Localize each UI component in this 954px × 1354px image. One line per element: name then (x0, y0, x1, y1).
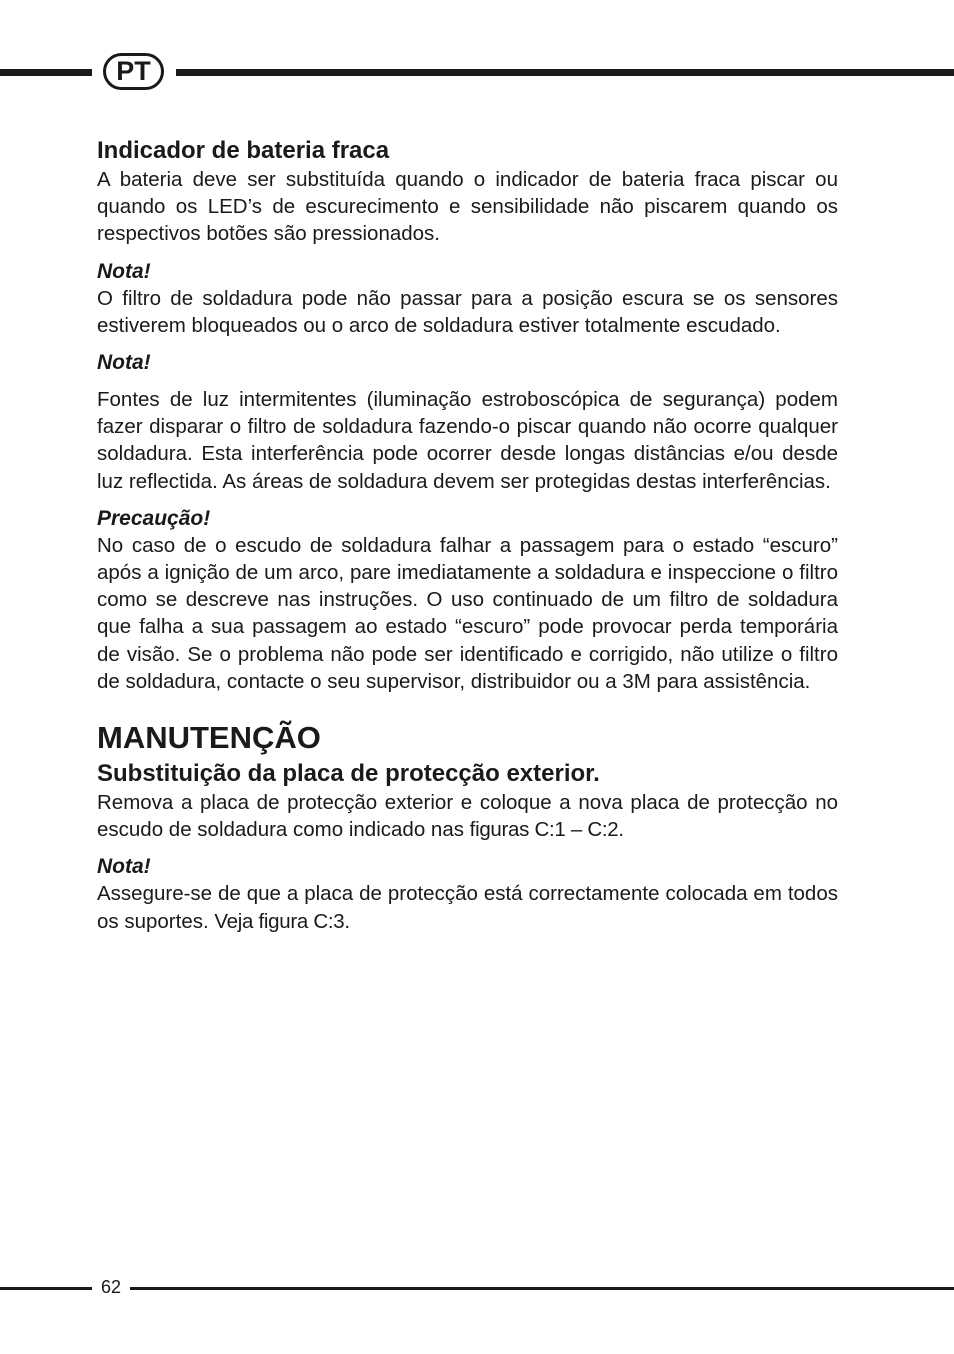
language-badge: PT (103, 53, 164, 90)
page-number: 62 (101, 1277, 122, 1297)
maintenance-text: Remova a placa de protecção exterior e coloque a nova placa de protecção no escudo de soldadura como indicado nas (97, 791, 838, 842)
footer-rule-right (130, 1287, 954, 1290)
heading-replace-outer-plate: Substituição da placa de protecção exterior. (97, 760, 600, 788)
paragraph-caution: No caso de o escudo de soldadura falhar a passagem para o estado “escuro” após a ignição de um arco, pare imediatamente a soldadura e inspeccione o filtro como se descreve nas instruções. O uso continuado de um filtro de soldadura que falha a sua passagem ao estado “escuro” pode provocar perda temporária de visão. Se o problema não pode ser identificado e corrigido, não utilize o filtro de soldadura, contacte o seu supervisor, distribuidor ou a 3M para assistência. (97, 533, 838, 693)
header-rule-right (176, 69, 954, 76)
paragraph-note-1: O filtro de soldadura pode não passar para a posição escura se os sensores estiverem bloqueados ou o arco de soldadura estiver totalmente escudado. (97, 286, 838, 337)
page-content (97, 136, 838, 935)
header-rule-left (0, 69, 92, 76)
figure-reference-c1-c2: figuras C:1 – C:2. (469, 818, 624, 842)
figure-reference-c3: Veja figura C:3. (214, 909, 350, 933)
note-3-text: Assegure-se de que a placa de protecção está correctamente colocada em todos os suportes. (97, 882, 838, 933)
paragraph-battery: A bateria deve ser substituída quando o indicador de bateria fraca piscar ou quando os LED’s de escurecimento e sensibilidade não piscarem quando os respectivos botões são pressionados. (97, 168, 838, 246)
note-label-3: Nota! (97, 855, 151, 879)
caution-label: Precaução! (97, 506, 211, 530)
paragraph-note-3 (97, 880, 838, 934)
paragraph-maintenance (97, 789, 838, 843)
footer-rule-left (0, 1287, 92, 1290)
note-label-2: Nota! (97, 351, 151, 375)
heading-battery-indicator: Indicador de bateria fraca (97, 137, 390, 164)
paragraph-note-2: Fontes de luz intermitentes (iluminação estroboscópica de segurança) podem fazer disparar o filtro de soldadura fazendo-o piscar quando não ocorre qualquer soldadura. Esta interferência pode ocorrer desde longas distâncias e/ou desde luz reflectida. As áreas de soldadura devem ser protegidas destas interferências. (97, 388, 838, 493)
note-label-1: Nota! (97, 259, 151, 283)
heading-maintenance: MANUTENÇÃO (97, 720, 321, 756)
